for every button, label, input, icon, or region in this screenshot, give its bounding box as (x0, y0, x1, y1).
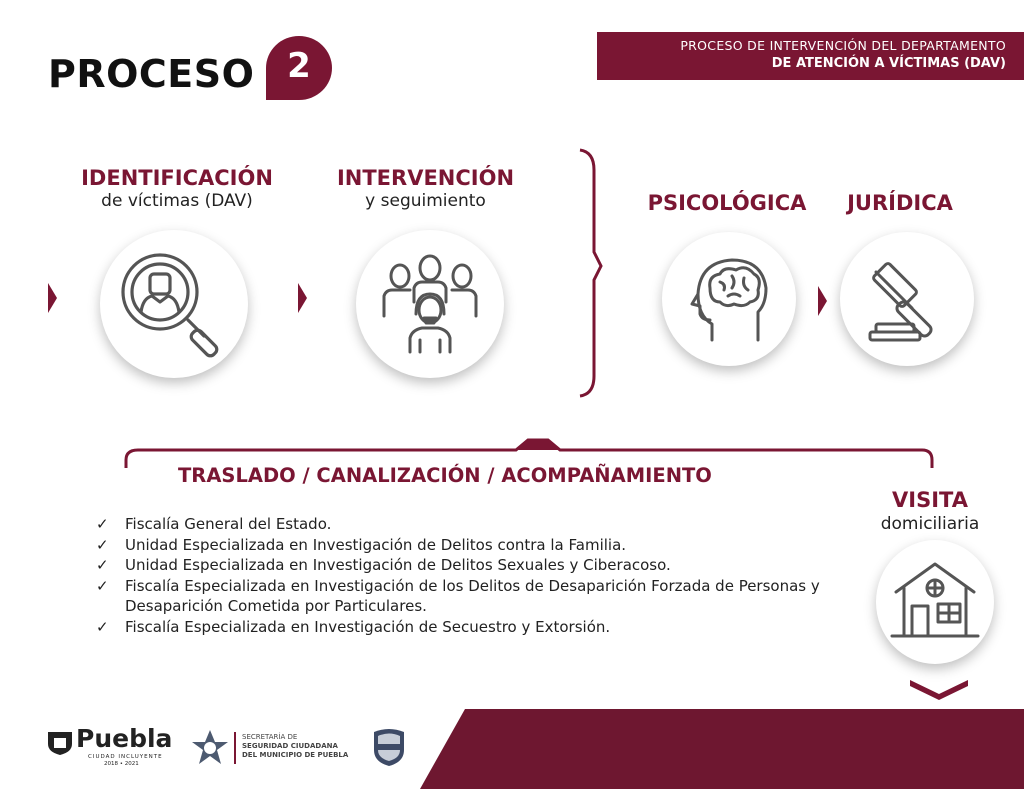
check-icon: ✓ (96, 515, 109, 533)
identificacion-circle (100, 230, 248, 378)
divider (234, 732, 236, 764)
chevron-down-icon (908, 676, 970, 700)
shield-icon (46, 728, 74, 756)
puebla-years: 2018 • 2021 (104, 761, 139, 767)
secretaria-text: SECRETARÍA DE SEGURIDAD CIUDADANA DEL MUNICIPIO DE PUEBLA (242, 733, 349, 759)
check-icon: ✓ (96, 556, 109, 574)
puebla-tagline: CIUDAD INCLUYENTE (88, 754, 163, 760)
list-item: ✓ Fiscalía General del Estado. (96, 515, 332, 533)
group-people-icon (356, 230, 504, 378)
juridica-circle (840, 232, 974, 366)
step-identificacion-subtitle: de víctimas (DAV) (101, 191, 253, 211)
traslado-title: TRASLADO / CANALIZACIÓN / ACOMPAÑAMIENTO (178, 464, 712, 487)
page-title: PROCESO (48, 52, 255, 96)
header-line-2: DE ATENCIÓN A VÍCTIMAS (DAV) (771, 56, 1006, 71)
house-icon (876, 540, 994, 664)
puebla-logo-text: Puebla (76, 724, 173, 753)
magnifier-person-icon (100, 230, 248, 378)
step-juridica-title: JURÍDICA (847, 191, 953, 215)
check-icon: ✓ (96, 617, 109, 636)
arrow-icon (818, 286, 827, 316)
arrow-icon (48, 283, 57, 313)
step-psicologica-title: PSICOLÓGICA (647, 191, 807, 215)
check-icon: ✓ (96, 576, 109, 595)
visita-title: VISITA (892, 488, 968, 512)
step-identificacion-title: IDENTIFICACIÓN (81, 166, 273, 190)
intervencion-circle (356, 230, 504, 378)
psicologica-circle (662, 232, 796, 366)
police-badge-icon (370, 726, 408, 768)
head-brain-icon (662, 232, 796, 366)
step-intervencion-title: INTERVENCIÓN (336, 166, 515, 190)
arrow-icon (298, 283, 307, 313)
visita-subtitle: domiciliaria (880, 514, 980, 534)
bracket-divider (570, 148, 610, 398)
list-item: ✓ Fiscalía Especializada en Investigación de los Delitos de Desaparición Forzada de Personas y Desaparición Cometida por Particulares. (96, 576, 820, 615)
gavel-icon (840, 232, 974, 366)
list-item: ✓ Fiscalía Especializada en Investigación de Secuestro y Extorsión. (96, 617, 611, 636)
step-intervencion-subtitle: y seguimiento (365, 191, 486, 211)
check-icon: ✓ (96, 535, 109, 554)
police-star-icon (190, 728, 230, 768)
visita-circle (876, 540, 994, 664)
footer-band (420, 709, 1024, 789)
destinations-list (96, 514, 836, 637)
list-item: ✓ Unidad Especializada en Investigación de Delitos contra la Familia. (96, 535, 627, 554)
process-number: 2 (287, 46, 311, 86)
list-item: ✓ Unidad Especializada en Investigación de Delitos Sexuales y Ciberacoso. (96, 556, 671, 574)
header-line-1: PROCESO DE INTERVENCIÓN DEL DEPARTAMENTO (680, 38, 1006, 53)
